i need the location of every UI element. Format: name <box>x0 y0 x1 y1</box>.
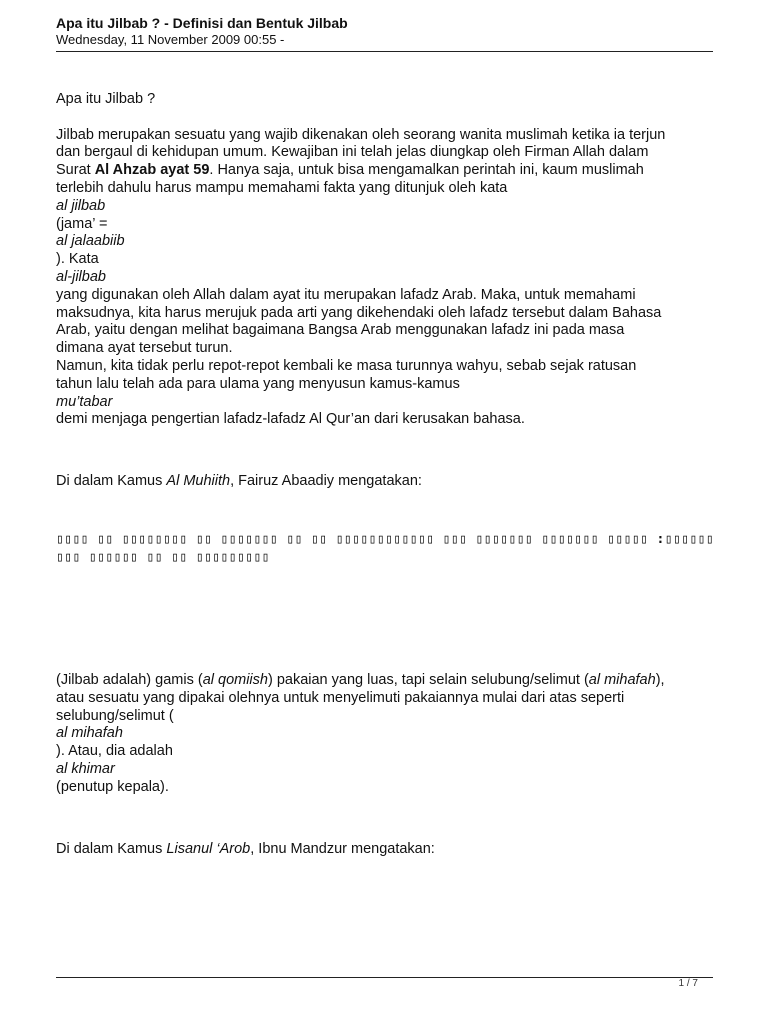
text-line <box>56 672 716 690</box>
text-line: dimana ayat tersebut turun. <box>56 340 233 357</box>
text-line: Jilbab merupakan sesuatu yang wajib dikenakan oleh seorang wanita muslimah ketika ia terjun <box>56 126 666 143</box>
text-line: ). Kata <box>56 251 99 268</box>
italic-term: al khimar <box>56 760 115 777</box>
text-line: (penutup kepala). <box>56 778 169 795</box>
text-line: (jama’ = <box>56 215 108 232</box>
text-line <box>56 162 716 180</box>
paragraph-intro <box>56 127 716 430</box>
text-run: Di dalam Kamus <box>56 840 167 857</box>
text-run: Di dalam Kamus <box>56 473 167 490</box>
lisanul-intro <box>56 841 716 859</box>
text-line: demi menjaga pengertian lafadz-lafadz Al Qur’an dari kerusakan bahasa. <box>56 411 525 428</box>
text-run: , Fairuz Abaadiy mengatakan: <box>230 473 422 490</box>
muhiith-intro <box>56 473 716 491</box>
italic-term: Al Muhiith <box>166 473 231 490</box>
text-run: ), <box>655 671 665 688</box>
text-line: yang digunakan oleh Allah dalam ayat itu merupakan lafadz Arab. Maka, untuk memahami <box>56 286 636 303</box>
document-date: Wednesday, 11 November 2009 00:55 - <box>56 32 285 47</box>
italic-term: mu’tabar <box>56 393 113 410</box>
section-heading: Apa itu Jilbab ? <box>56 91 156 107</box>
text-line: Arab, yaitu dengan melihat bagaimana Bangsa Arab menggunakan lafadz ini pada masa <box>56 322 625 339</box>
text-line: terlebih dahulu harus mampu memahami fakta yang ditunjuk oleh kata <box>56 179 508 196</box>
text-line: ). Atau, dia adalah <box>56 743 173 760</box>
arabic-quote-missing-glyphs: ▯▯▯▯ ▯▯ ▯▯▯▯▯▯▯▯ ▯▯ ▯▯▯▯▯▯▯ ▯▯ ▯▯ ▯▯▯▯▯▯▯▯▯▯▯▯ ▯▯▯ ▯▯▯▯▯▯▯ ▯▯▯▯▯▯▯ ▯▯▯▯▯ :▯▯▯▯▯▯▯▯▯ ▯▯▯▯▯▯ ▯▯ ▯▯ ▯▯▯▯▯▯▯▯▯ <box>56 531 715 565</box>
text-run: , Ibnu Mandzur mengatakan: <box>250 840 435 857</box>
text-line: selubung/selimut ( <box>56 707 174 724</box>
text-run: (Jilbab adalah) gamis ( <box>56 671 203 688</box>
text-line: atau sesuatu yang dipakai olehnya untuk menyelimuti pakaiannya mulai dari atas seperti <box>56 689 625 706</box>
page-header <box>56 15 713 48</box>
italic-term: al qomiish <box>202 671 268 688</box>
document-title: Apa itu Jilbab ? - Definisi dan Bentuk Jilbab <box>56 15 348 31</box>
italic-term: al mihafah <box>56 725 123 742</box>
italic-term: al jilbab <box>56 197 106 214</box>
italic-term: al mihafah <box>588 671 656 688</box>
article-body <box>56 91 716 858</box>
italic-term: Lisanul ‘Arob <box>166 840 251 857</box>
text-line: tahun lalu telah ada para ulama yang menyusun kamus-kamus <box>56 375 460 392</box>
paragraph-definition <box>56 672 716 797</box>
text-run: Surat <box>56 162 95 179</box>
italic-term: al jalaabiib <box>56 233 125 250</box>
text-line: Namun, kita tidak perlu repot-repot kembali ke masa turunnya wahyu, sebab sejak ratusan <box>56 357 637 374</box>
text-run: . Hanya saja, untuk bisa mengamalkan perintah ini, kaum muslimah <box>209 162 644 179</box>
italic-term: al-jilbab <box>56 268 106 285</box>
text-line: dan bergaul di kehidupan umum. Kewajiban ini telah jelas diungkap oleh Firman Allah dalam <box>56 144 649 161</box>
header-divider <box>56 51 713 52</box>
text-run: ) pakaian yang luas, tapi selain selubung/selimut ( <box>267 671 589 688</box>
verse-reference: Al Ahzab ayat 59 <box>94 162 210 179</box>
page-number: 1 / 7 <box>678 978 698 989</box>
footer-divider <box>56 977 713 978</box>
text-line: maksudnya, kita harus merujuk pada arti yang dikehendaki oleh lafadz tersebut dalam Bahasa <box>56 304 662 321</box>
